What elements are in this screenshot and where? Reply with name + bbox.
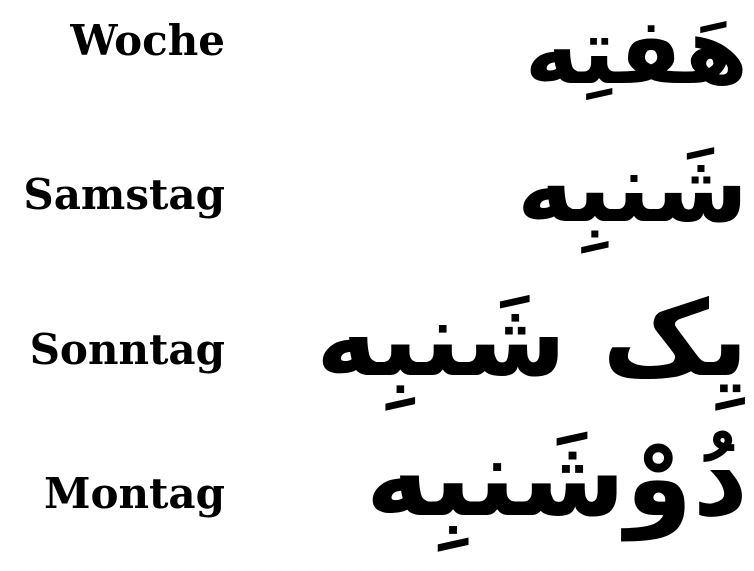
vocabulary-row-sunday	[0, 278, 754, 405]
vocabulary-row-saturday	[0, 132, 754, 256]
vocabulary-row-monday	[0, 416, 754, 549]
persian-word-saturday: شَنبِه	[517, 132, 748, 244]
german-word-monday: Montag	[43, 469, 225, 518]
german-word-saturday: Samstag	[23, 170, 225, 219]
persian-word-monday: دُوْشَنبِه	[365, 416, 748, 541]
vocabulary-row-week	[0, 0, 754, 124]
german-word-sunday: Sonntag	[29, 325, 225, 374]
persian-word-sunday: یِک شَنبِه	[316, 278, 748, 400]
german-word-week: Woche	[70, 16, 225, 65]
persian-word-week: هَفتِه	[524, 0, 748, 105]
